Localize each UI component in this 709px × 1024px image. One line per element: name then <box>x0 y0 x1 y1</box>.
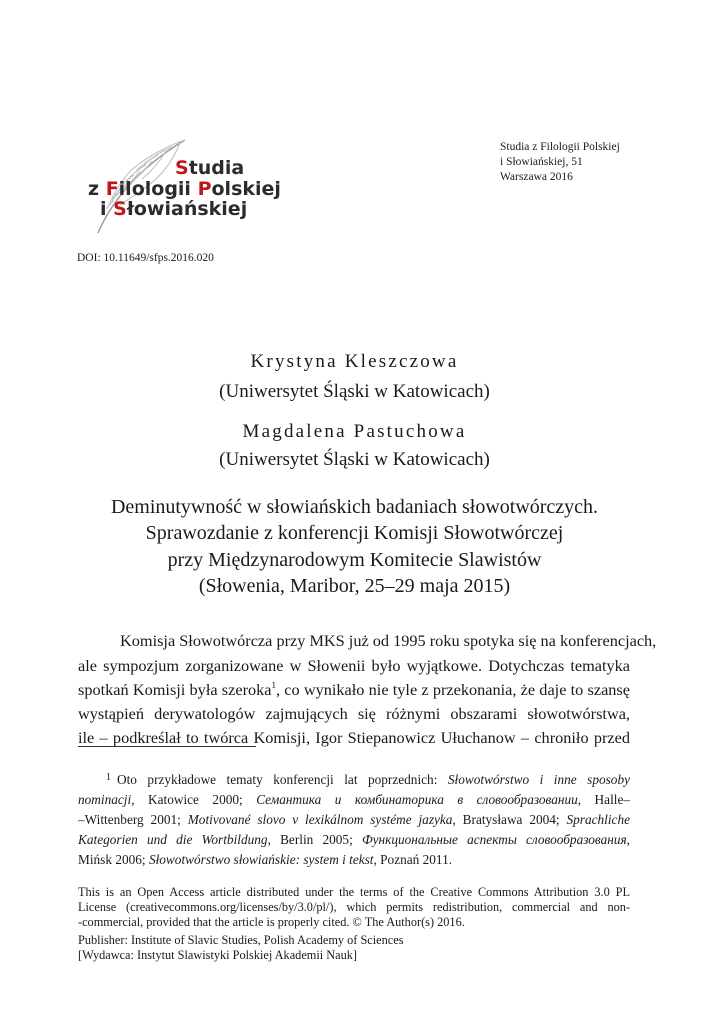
footnote-line: Mińsk 2006; Słowotwórstwo słowiańskie: system i tekst, Poznań 2011. <box>78 852 453 867</box>
publisher-line: Publisher: Institute of Slavic Studies, Polish Academy of Sciences <box>78 933 404 947</box>
license-line: License (creativecommons.org/licenses/by/3.0/pl/), which permits redistribution, commercial and non- <box>78 900 630 914</box>
logo-line-1: Studia <box>175 157 245 179</box>
article-title-line: (Słowenia, Maribor, 25–29 maja 2015) <box>198 575 511 597</box>
publisher-line: [Wydawca: Instytut Slawistyki Polskiej Akademii Nauk] <box>78 948 357 962</box>
series-info <box>500 140 620 185</box>
footnote-divider <box>78 746 256 747</box>
footnote-line: –Wittenberg 2001; Motivované slovo v lexikálnom systéme jazyka, Bratysława 2004; Sprachliche <box>78 812 631 827</box>
series-line: Warszawa 2016 <box>500 171 573 183</box>
journal-logo <box>80 135 280 235</box>
license-line: This is an Open Access article distributed under the terms of the Creative Commons Attribution 3.0 PL <box>78 885 630 899</box>
footnote-line: nominacji, Katowice 2000; Семантика и комбинаторика в словообразовании, Halle– <box>78 792 631 807</box>
body-text-line: Komisja Słowotwórcza przy MKS już od 1995 roku spotyka się na konferencjach, <box>120 631 657 650</box>
body-text-line: wystąpień derywatologów zajmujących się różnymi obszarami słowotwórstwa, <box>78 704 630 723</box>
license-line: -commercial, provided that the article is properly cited. © The Author(s) 2016. <box>78 915 465 929</box>
author-affiliation: (Uniwersytet Śląski w Katowicach) <box>219 381 490 402</box>
footnote-line: $^1$ Oto przykładowe tematy konferencji lat poprzednich: Słowotwórstwo i inne sposoby <box>106 772 630 787</box>
article-title-line: przy Międzynarodowym Komitecie Slawistów <box>167 549 542 571</box>
footnote-ref[interactable]: 1 <box>271 680 276 690</box>
article-title-line: Sprawozdanie z konferencji Komisji Słowotwórczej <box>145 522 564 544</box>
author-name: Magdalena Pastuchowa <box>242 421 467 442</box>
doi: DOI: 10.11649/sfps.2016.020 <box>77 252 214 264</box>
series-line: i Słowiańskiej, 51 <box>500 156 583 168</box>
footnote-line: Kategorien und die Wortbildung, Berlin 2005; Функциональные аспекты словообразования, <box>78 832 630 847</box>
article-title-line: Deminutywność w słowiańskich badaniach słowotwórczych. <box>110 496 599 518</box>
author-name: Krystyna Kleszczowa <box>250 351 459 372</box>
series-line: Studia z Filologii Polskiej <box>500 141 620 153</box>
logo-line-2: z Filologii Polskiej <box>88 178 281 200</box>
logo-line-3: i Słowiańskiej <box>100 198 248 220</box>
body-text-line: ile – podkreślał to twórca Komisji, Igor Stiepanowicz Ułuchanow – chroniło przed <box>78 728 630 747</box>
body-text-line: spotkań Komisji była szeroka$^1$, co wynikało nie tyle z przekonania, że daje to szansę <box>78 680 630 699</box>
author-affiliation: (Uniwersytet Śląski w Katowicach) <box>219 449 490 470</box>
body-text-line: ale sympozjum zorganizowane w Słowenii było wyjątkowe. Dotychczas tematyka <box>78 656 630 675</box>
